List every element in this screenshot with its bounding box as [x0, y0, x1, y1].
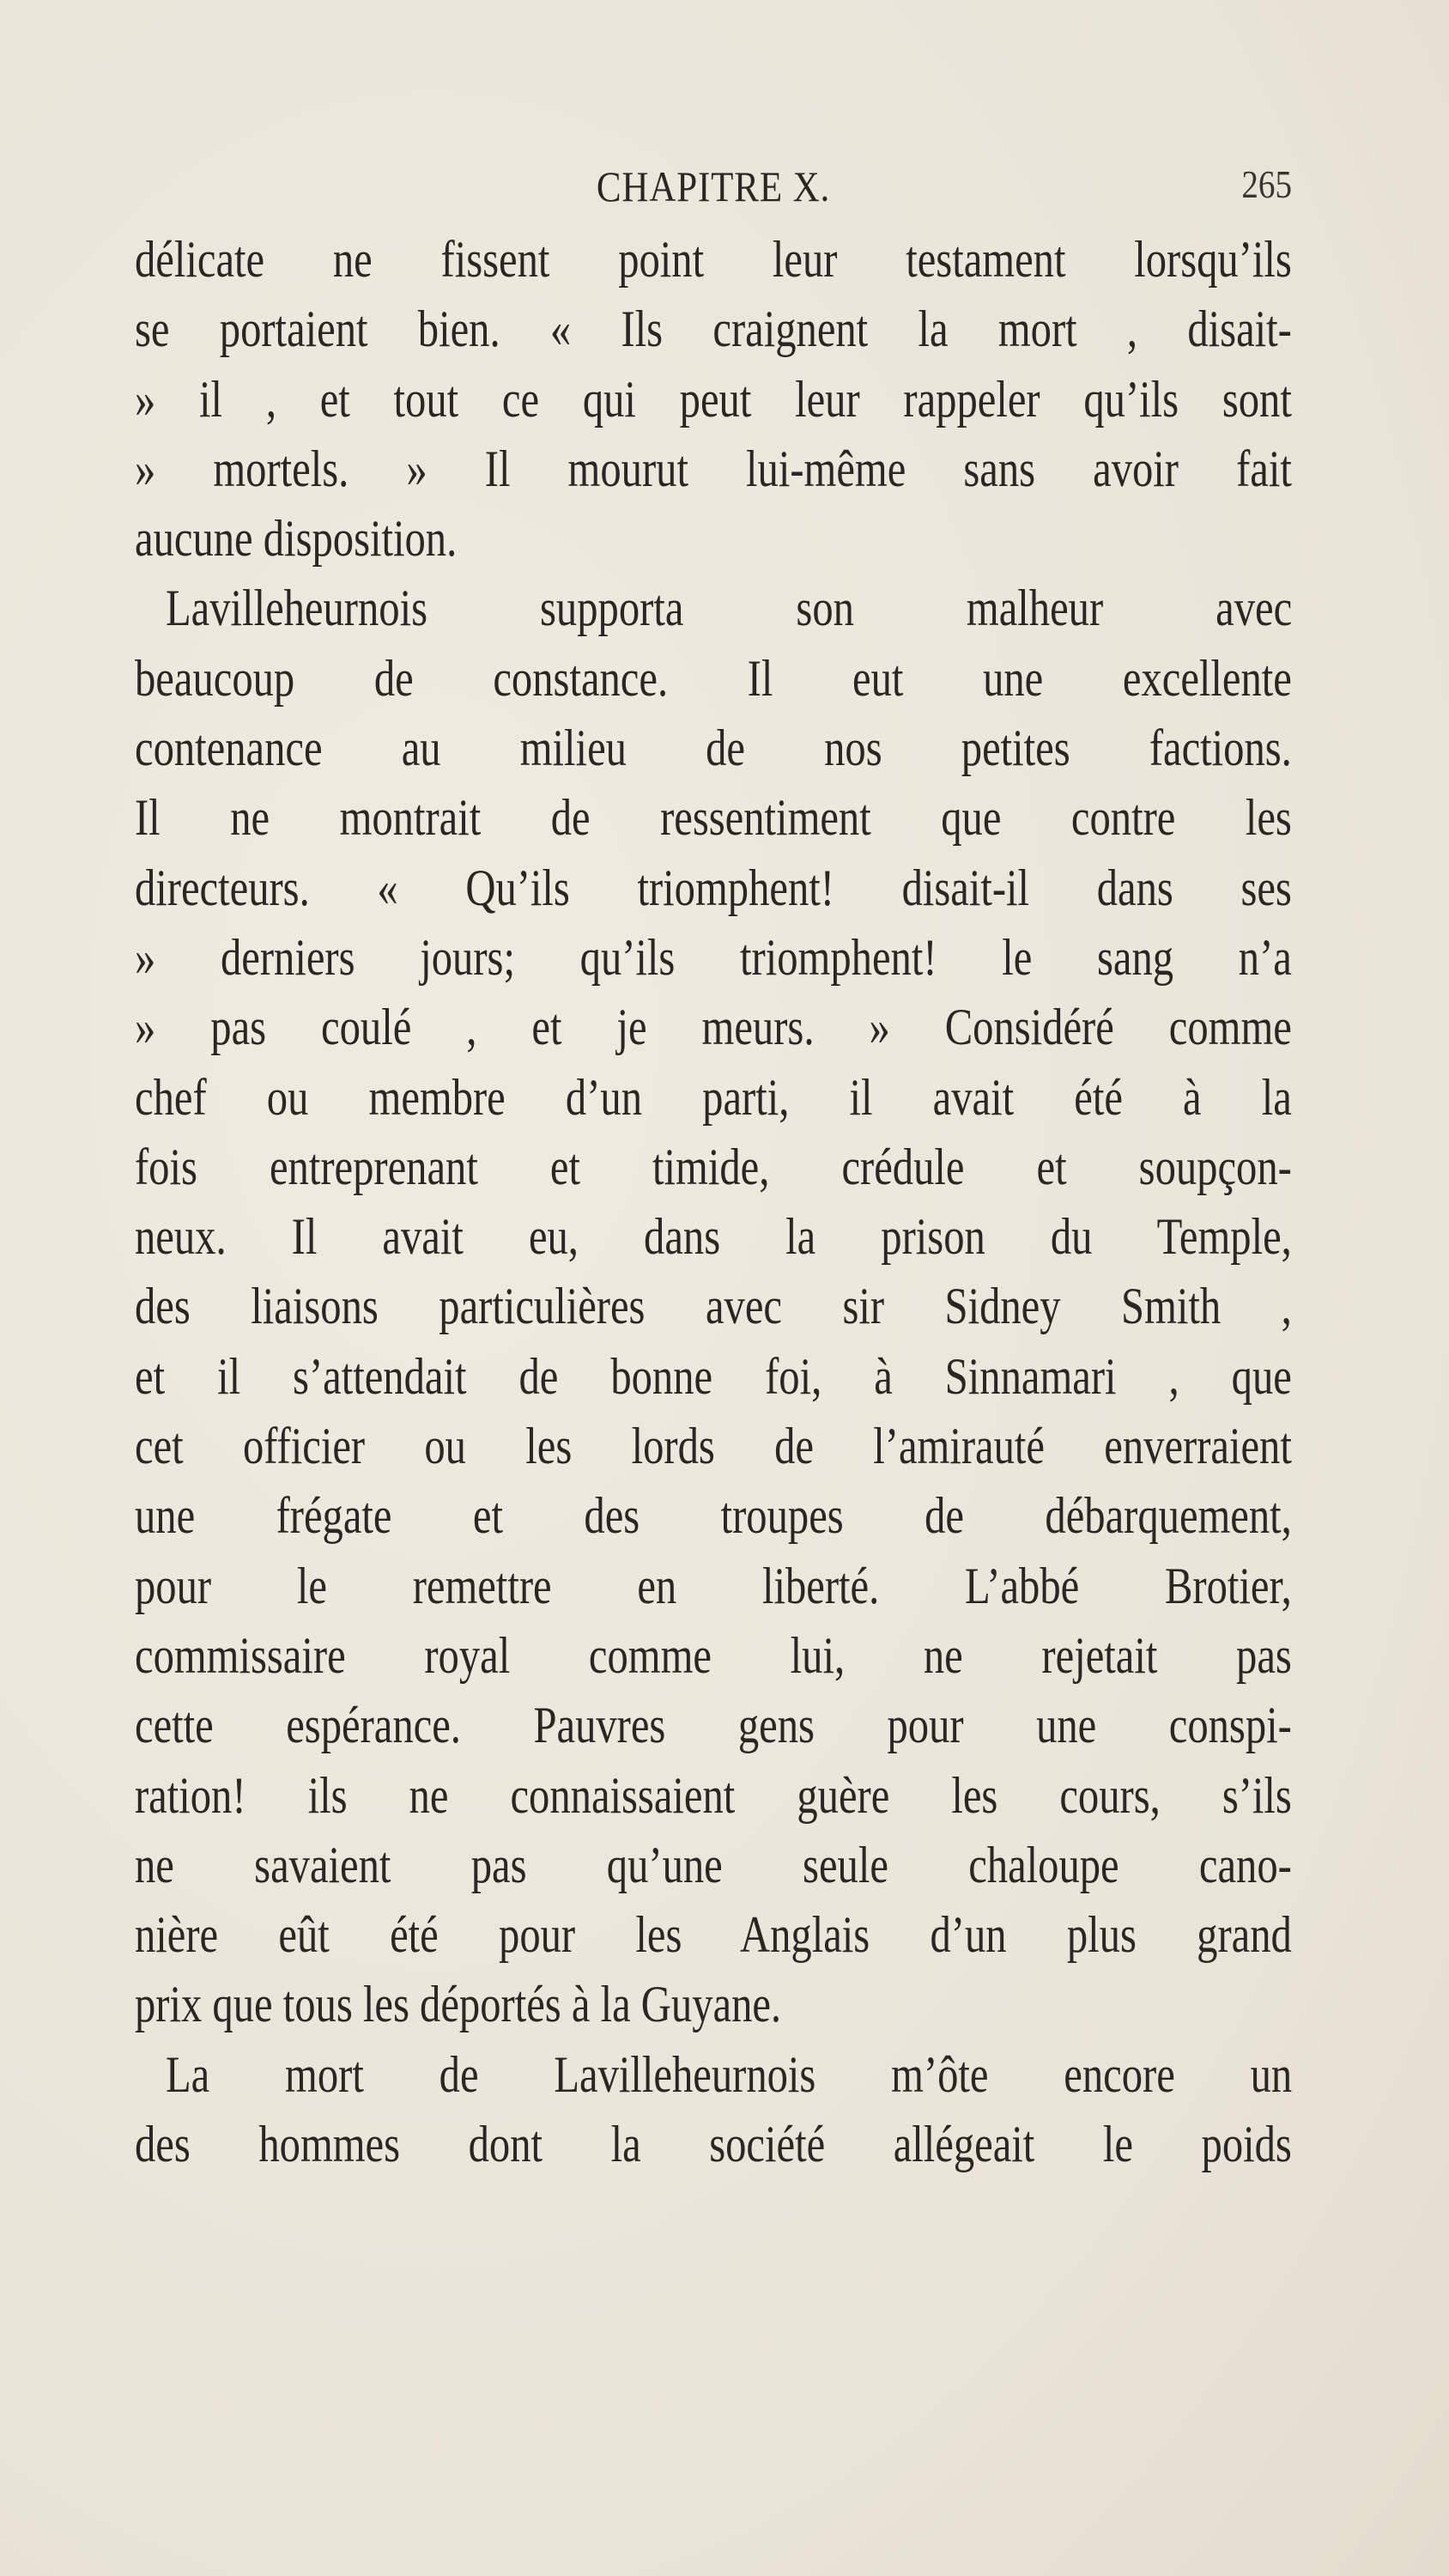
text-line [135, 993, 1292, 1062]
text-line-content: ne savaient pas qu’une seule chaloupe cano- [135, 1836, 1292, 1893]
text-line-content: Il ne montrait de ressentiment que contre les [135, 789, 1292, 847]
text-line [135, 1970, 1292, 2039]
text-line-content: neux. Il avait eu, dans la prison du Temple, [135, 1208, 1292, 1266]
text-line [135, 1342, 1292, 1412]
text-line-content: et il s’attendait de bonne foi, à Sinnamari , que [135, 1347, 1292, 1405]
text-line [135, 1691, 1292, 1760]
text-line-content: » il , et tout ce qui peut leur rappeler qu’ils sont [135, 370, 1292, 428]
text-line [135, 365, 1292, 434]
text-line [135, 923, 1292, 993]
text-line [135, 2040, 1292, 2110]
text-line [135, 1552, 1292, 1621]
chapter-title: CHAPITRE X. [596, 162, 831, 210]
text-line-content: des liaisons particulières avec sir Sidney Smith , [135, 1278, 1292, 1335]
text-line-content: beaucoup de constance. Il eut une excellente [135, 649, 1292, 707]
text-line [135, 1831, 1292, 1900]
text-line [135, 854, 1292, 923]
text-line [135, 1481, 1292, 1551]
text-line-content: pour le remettre en liberté. L’abbé Brotier, [135, 1557, 1292, 1614]
text-line [135, 295, 1292, 364]
text-line-content: nière eût été pour les Anglais d’un plus grand [135, 1906, 1292, 1964]
text-line-content: La mort de Lavilleheurnois m’ôte encore un [166, 2045, 1293, 2103]
text-line [135, 1900, 1292, 1970]
text-line-content: » derniers jours; qu’ils triomphent! le sang n’a [135, 928, 1292, 986]
page-number: 265 [1241, 162, 1292, 206]
body-text [135, 225, 1292, 2179]
text-line-content: se portaient bien. « Ils craignent la mort , disait- [135, 301, 1292, 358]
text-line [135, 434, 1292, 504]
text-line-content: contenance au milieu de nos petites factions. [135, 720, 1292, 777]
text-line-content: cette espérance. Pauvres gens pour une conspi- [135, 1697, 1292, 1754]
text-line-content: » pas coulé , et je meurs. » Considéré comme [135, 999, 1292, 1056]
text-line [135, 1272, 1292, 1341]
text-line-content: des hommes dont la société allégeait le poids [135, 2116, 1292, 2173]
text-line-content: prix que tous les déportés à la Guyane. [135, 1976, 782, 2033]
text-line [135, 1202, 1292, 1272]
text-line [135, 783, 1292, 853]
text-line-content: Lavilleheurnois supporta son malheur avec [166, 580, 1293, 637]
text-line-content: aucune disposition. [135, 510, 458, 568]
text-line [135, 225, 1292, 295]
text-line [135, 1412, 1292, 1481]
text-line [135, 574, 1292, 643]
text-line-content: fois entreprenant et timide, crédule et soupçon- [135, 1138, 1292, 1195]
text-line [135, 2110, 1292, 2179]
running-header [135, 161, 1292, 222]
text-line [135, 1063, 1292, 1133]
text-line [135, 644, 1292, 714]
text-line-content: ration! ils ne connaissaient guère les cours, s’ils [135, 1766, 1292, 1824]
text-line [135, 1621, 1292, 1691]
text-line [135, 1133, 1292, 1202]
text-line [135, 714, 1292, 783]
text-line-content: directeurs. « Qu’ils triomphent! disait-il dans ses [135, 859, 1292, 916]
text-line-content: cet officier ou les lords de l’amirauté enverraient [135, 1418, 1292, 1475]
text-line-content: une frégate et des troupes de débarquement, [135, 1487, 1292, 1545]
text-line [135, 1761, 1292, 1831]
text-line [135, 504, 1292, 574]
text-line-content: commissaire royal comme lui, ne rejetait pas [135, 1626, 1292, 1684]
text-line-content: délicate ne fissent point leur testament lorsqu’ils [135, 231, 1292, 288]
text-line-content: » mortels. » Il mourut lui-même sans avoir fait [135, 440, 1292, 497]
text-line-content: chef ou membre d’un parti, il avait été à la [135, 1068, 1292, 1126]
